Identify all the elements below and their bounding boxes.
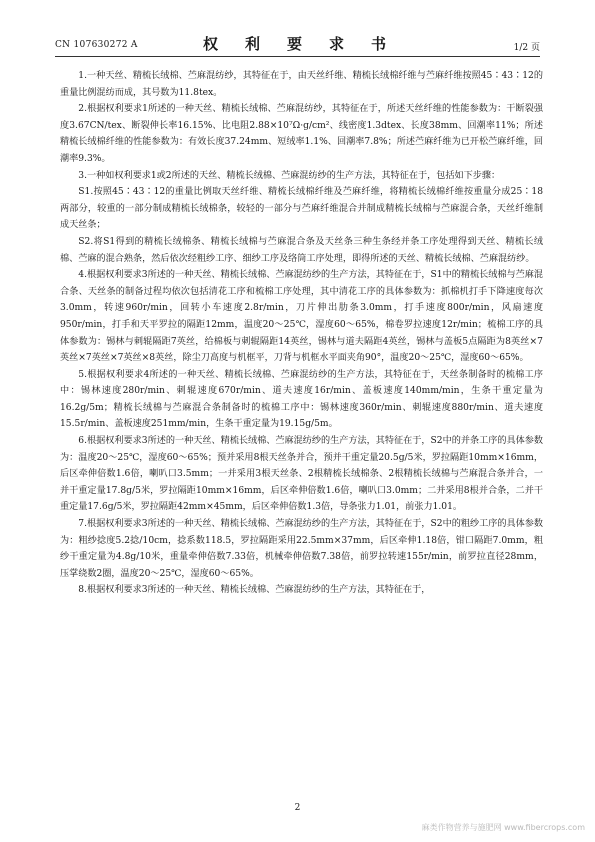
claim-1: 1.一种天丝、精梳长绒棉、苎麻混纺纱，其特征在于，由天丝纤维、精梳长绒棉纤维与苎麻纤维按照45∶43∶12的重量比例混纺而成，其号数为11.8tex。 — [60, 71, 543, 98]
page-info: 1/2 页 — [513, 43, 540, 53]
claim-4: 4.根据权利要求3所述的一种天丝、精梳长绒棉、苎麻混纺纱的生产方法，其特征在于，S1中的精梳长绒棉与苎麻混合条、天丝条的制备过程均依次包括清花工序和梳棉工序处理，其中清花工序的具体参数为：抓棉机打手下降速度每次3.0mm，转速960r/min，回转小车速度2.8r/min，刀片伸出肋条3.0mm，打手速度800r/min，风扇速度950r/min，打手和天平罗拉的隔距12mm，温度20～25℃，湿度60～65%，棉卷罗拉速度12r/min；梳棉工序的具体参数为：锡林与刺辊隔距7英丝，给棉板与刺辊隔距14英丝，锡林与道夫隔距4英丝，锡林与盖板5点隔距为8英丝×7英丝×7英丝×7英丝×8英丝，除尘刀高度与机框平，刀背与机框水平面夹角90°，温度20～25℃，湿度60～65%。 — [60, 270, 543, 364]
claim-3: 3.一种如权利要求1或2所述的天丝、精梳长绒棉、苎麻混纺纱的生产方法，其特征在于，包括如下步骤： — [78, 170, 501, 181]
header-rule — [55, 56, 540, 57]
claim-8: 8.根据权利要求3所述的一种天丝、精梳长绒棉、苎麻混纺纱的生产方法，其特征在于， — [78, 585, 431, 596]
claim-6: 6.根据权利要求3所述的一种天丝、精梳长绒棉、苎麻混纺纱的生产方法，其特征在于，S2中的并条工序的具体参数为：温度20～25℃，湿度60～65%；预并采用8根天丝条并合，预并干重定量20.5g/5米，罗拉隔距10mm×16mm，后区牵伸倍数1.6倍，喇叭口3.5mm；一并采用3根天丝条、2根精梳长绒棉条、2根精梳长绒棉与苎麻混合条并合，一并干重定量17.8g/5米，罗拉隔距10mm×16mm，后区牵伸倍数1.6倍，喇叭口3.0mm；二并采用8根并合条，二并干重定量17.6g/5米，罗拉隔距42mm×45mm，后区牵伸倍数1.3倍，导条张力1.01，前张力1.01。 — [60, 436, 543, 513]
patent-number: CN 107630272 A — [55, 40, 138, 50]
claims-body — [60, 68, 543, 599]
claim-5: 5.根据权利要求4所述的一种天丝、精梳长绒棉、苎麻混纺纱的生产方法，其特征在于，天丝条制备时的梳棉工序中：锡林速度280r/min、刺辊速度670r/min、道夫速度16r/min、盖板速度140mm/min，生条干重定量为16.2g/5m；精梳长绒棉与苎麻混合条制备时的梳棉工序中：锡林速度360r/min、刺辊速度880r/min、道夫速度15.5r/min、盖板速度251mm/min，生条干重定量为19.15g/5m。 — [60, 369, 543, 430]
claim-3-step-s2: S2.将S1得到的精梳长绒棉条、精梳长绒棉与苎麻混合条及天丝条三种生条经并条工序处理得到天丝、精梳长绒棉、苎麻的混合熟条，然后依次经粗纱工序、细纱工序及络筒工序处理，即得所述的天丝、精梳长绒棉、苎麻混纺纱。 — [60, 236, 543, 264]
watermark-text: 麻类作物营养与施肥网 www.fibercrops.com — [421, 823, 585, 832]
claim-7: 7.根据权利要求3所述的一种天丝、精梳长绒棉、苎麻混纺纱的生产方法，其特征在于，S2中的粗纱工序的具体参数为：粗纱捻度5.2捻/10cm，捻系数118.5，罗拉隔距采用22.5mm×37mm，后区牵伸1.18倍，钳口隔距7.0mm，粗纱干重定量为4.8g/10米，重量牵伸倍数7.33倍，机械牵伸倍数7.38倍，前罗拉转速155r/min，前罗拉直径28mm，压掌绕数2圈，温度20～25℃，湿度60～65%。 — [60, 519, 543, 579]
claim-3-step-s1: S1.按照45∶43∶12的重量比例取天丝纤维、精梳长绒棉纤维及苎麻纤维，将精梳长绒棉纤维按重量分成25∶18两部分，较重的一部分制成精梳长绒棉条，较轻的一部分与苎麻纤维混合并制成精梳长绒棉与苎麻混合条，天丝纤维制成天丝条； — [60, 187, 543, 231]
page-number: 2 — [294, 803, 301, 813]
page-header — [55, 33, 540, 55]
claim-2: 2.根据权利要求1所述的一种天丝、精梳长绒棉、苎麻混纺纱，其特征在于，所述天丝纤维的性能参数为：干断裂强度3.67CN/tex、断裂伸长率16.15%、比电阻2.88×10⁷Ω·g/cm²、线密度1.3dtex、长度38mm、回潮率11%；所述精梳长绒棉纤维的性能参数为：有效长度37.24mm、短绒率1.1%、回潮率7.8%；所述苎麻纤维为已开松苎麻纤维，回潮率9.3%。 — [60, 104, 543, 164]
document-title: 权 利 要 求 书 — [202, 35, 392, 53]
